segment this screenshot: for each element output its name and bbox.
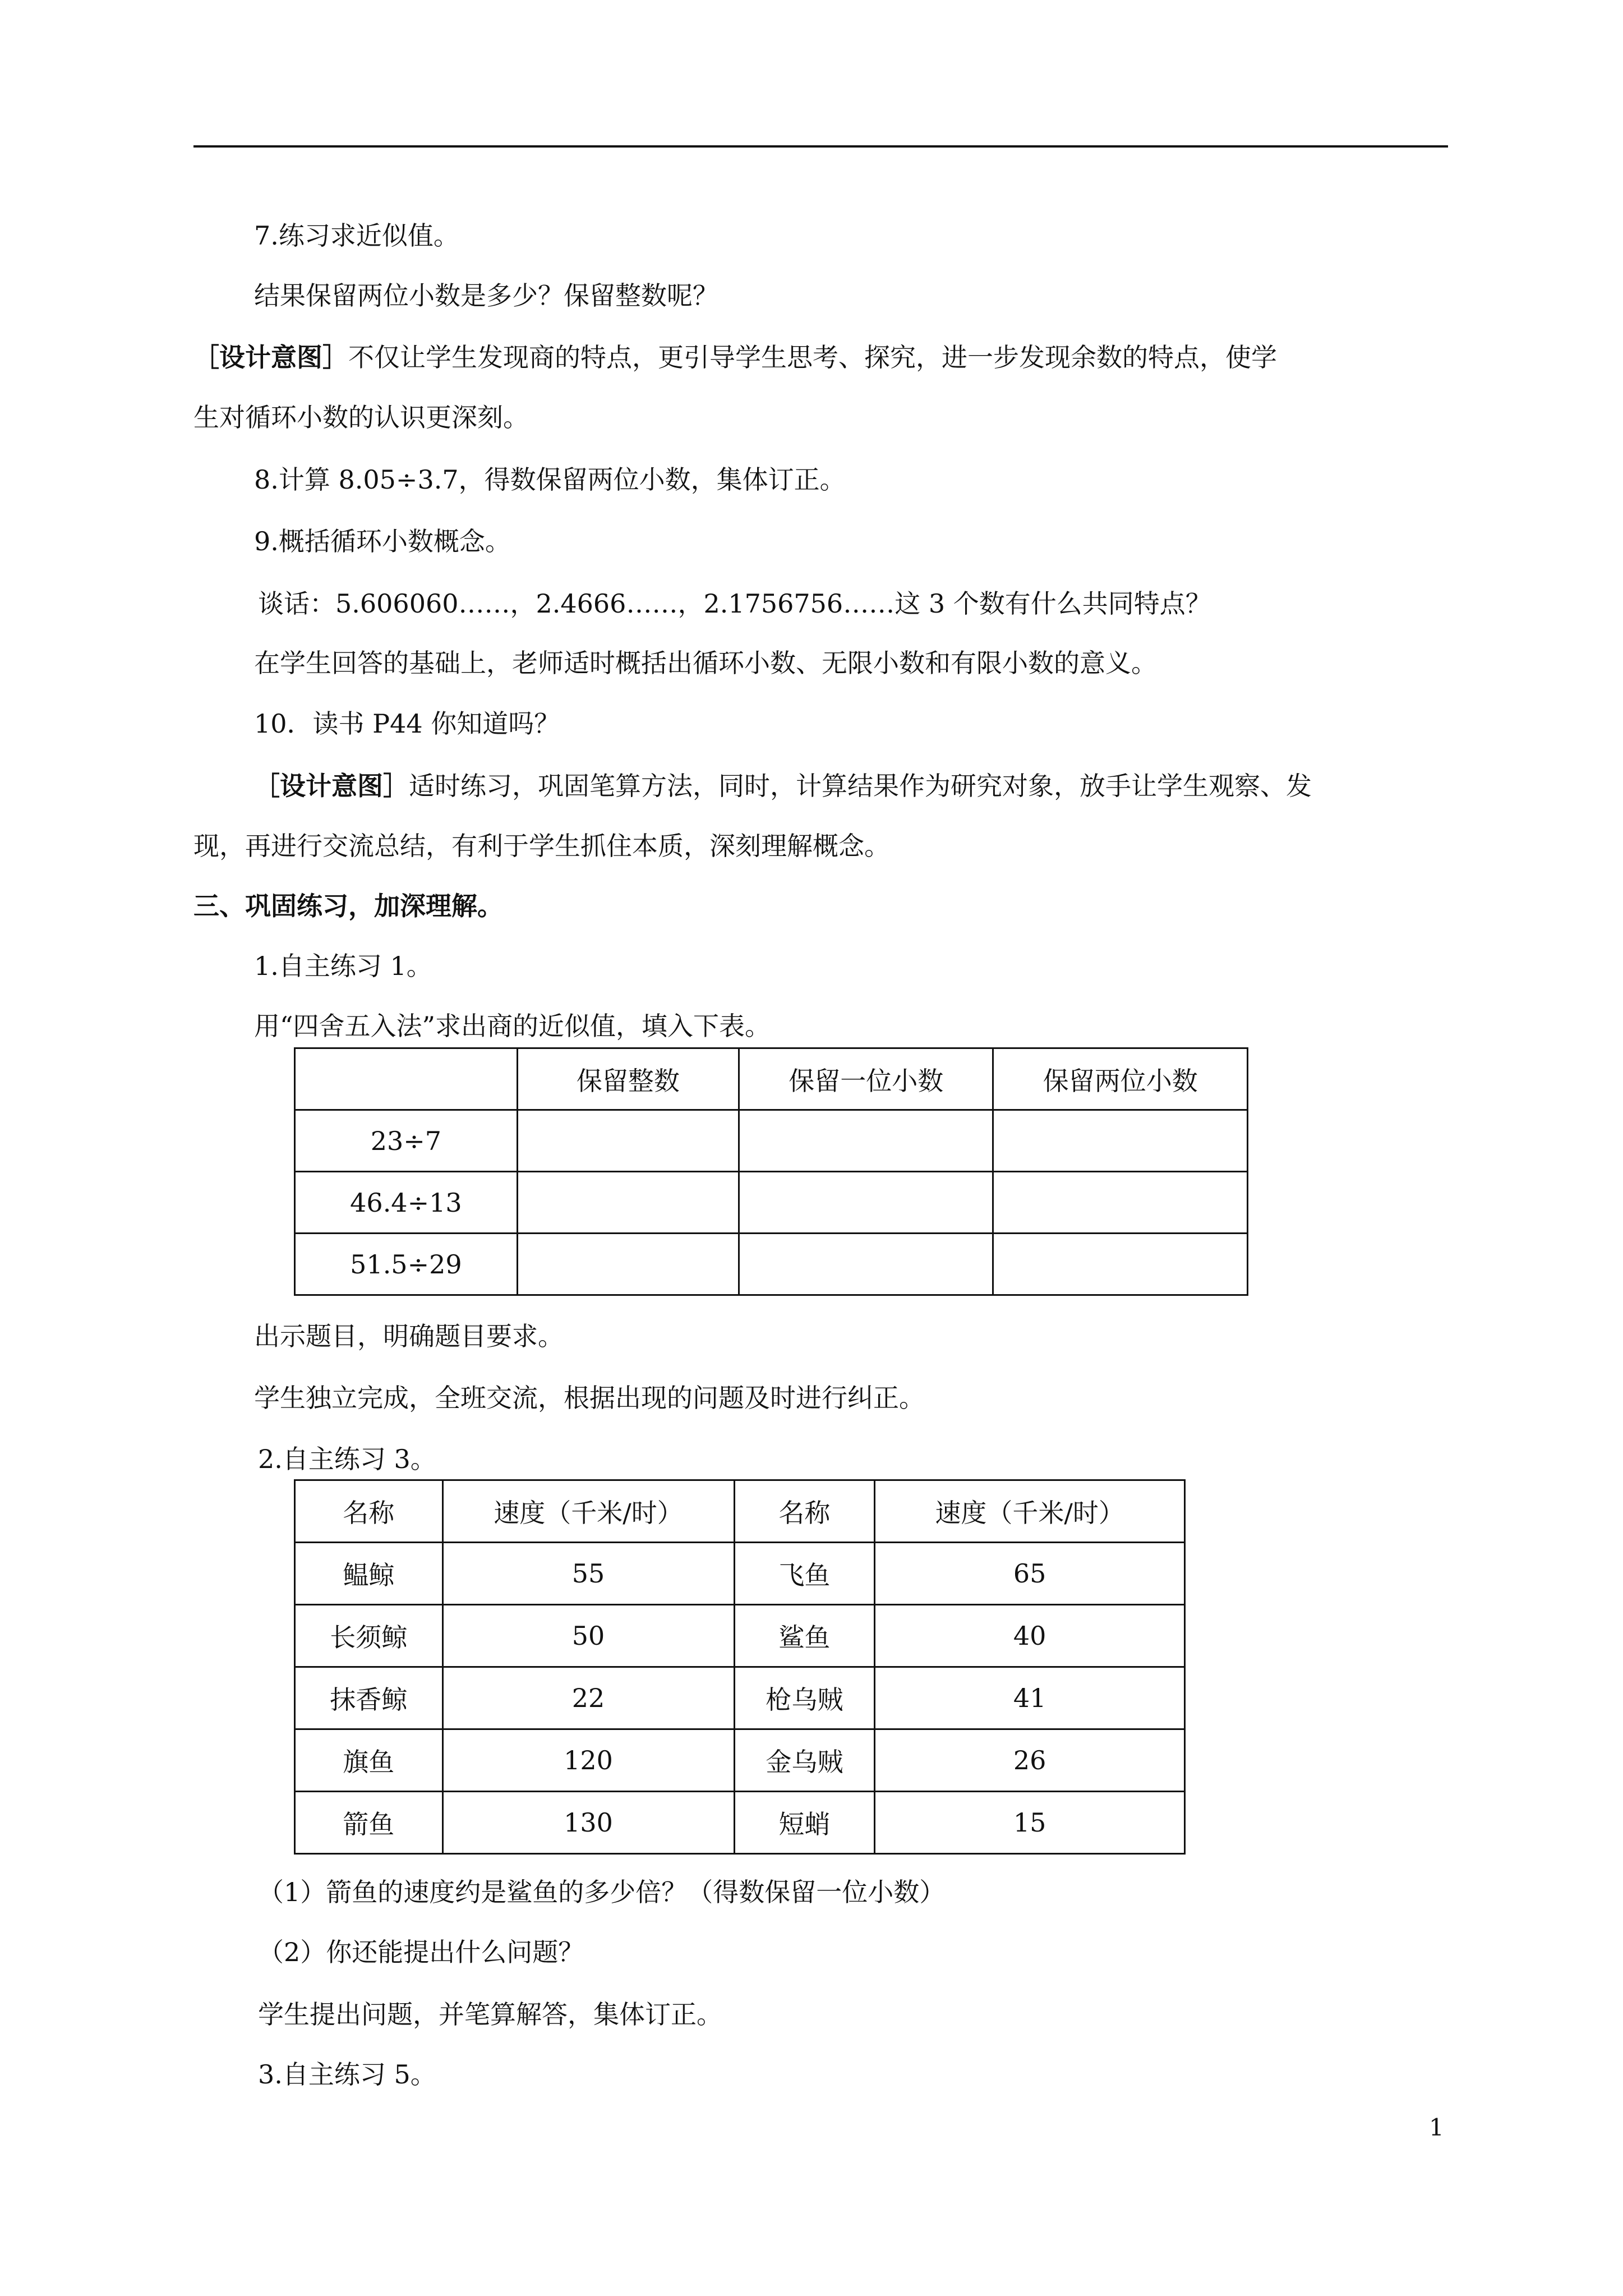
table-cell: 23÷7 [295, 1110, 518, 1172]
table-cell: 枪乌贼 [734, 1667, 875, 1729]
table-cell: 抹香鲸 [295, 1667, 443, 1729]
table-cell: 15 [875, 1792, 1185, 1854]
design-intent-label: ［设计意图］ [193, 342, 348, 372]
exercise-2: 2.自主练习 3。 [258, 1444, 436, 1474]
question-1: （1）箭鱼的速度约是鲨鱼的多少倍？（得数保留一位小数） [258, 1877, 946, 1907]
table-row [295, 1667, 1185, 1729]
table-cell [739, 1172, 993, 1234]
exercise-1: 1.自主练习 1。 [254, 951, 432, 981]
design-intent-text: 适时练习，巩固笔算方法，同时，计算结果作为研究对象，放手让学生观察、发 [409, 771, 1312, 801]
design-intent-1 [193, 341, 1277, 374]
item-8: 8.计算 8.05÷3.7，得数保留两位小数，集体订正。 [254, 464, 846, 495]
table-header-row [295, 1480, 1185, 1543]
design-intent-2 [254, 769, 1312, 803]
table-cell: 130 [442, 1792, 734, 1854]
table-header-cell: 速度（千米/时） [442, 1480, 734, 1543]
table-cell: 65 [875, 1543, 1185, 1605]
table-cell: 鲨鱼 [734, 1605, 875, 1667]
table-cell: 40 [875, 1605, 1185, 1667]
design-intent-text: 不仅让学生发现商的特点，更引导学生思考、探究，进一步发现余数的特点，使学 [348, 342, 1277, 372]
item-9-talk: 谈话：5.606060……，2.4666……，2.1756756……这 3 个数有什么共同特点？ [258, 588, 1211, 619]
table-header-cell: 名称 [295, 1480, 443, 1543]
exercise-1-discuss: 学生独立完成，全班交流，根据出现的问题及时进行纠正。 [254, 1383, 925, 1413]
table-row [295, 1729, 1185, 1792]
table-cell [517, 1172, 739, 1234]
header-rule [193, 145, 1448, 148]
table-row [295, 1110, 1248, 1172]
table-cell: 46.4÷13 [295, 1172, 518, 1234]
table-cell: 41 [875, 1667, 1185, 1729]
table-header-cell [295, 1048, 518, 1110]
table-header-cell: 名称 [734, 1480, 875, 1543]
table-row [295, 1234, 1248, 1295]
table-cell: 22 [442, 1667, 734, 1729]
table-cell [993, 1110, 1248, 1172]
approximation-table [294, 1047, 1248, 1296]
speed-table [294, 1479, 1186, 1855]
table-header-row [295, 1048, 1248, 1110]
table-cell: 长须鲸 [295, 1605, 443, 1667]
item-10: 10．读书 P44 你知道吗？ [254, 708, 560, 739]
table-row [295, 1792, 1185, 1854]
table-cell [739, 1110, 993, 1172]
design-intent-label: ［设计意图］ [254, 771, 409, 801]
design-intent-1-cont: 生对循环小数的认识更深刻。 [193, 402, 529, 432]
table-cell [993, 1234, 1248, 1295]
section-3-heading: 三、巩固练习，加深理解。 [193, 891, 503, 921]
question-2: （2）你还能提出什么问题？ [258, 1937, 584, 1967]
design-intent-2-cont: 现，再进行交流总结，有利于学生抓住本质，深刻理解概念。 [193, 831, 890, 861]
table-cell: 55 [442, 1543, 734, 1605]
item-7: 7.练习求近似值。 [254, 220, 459, 251]
table-cell [517, 1110, 739, 1172]
table-cell [993, 1172, 1248, 1234]
table-cell: 箭鱼 [295, 1792, 443, 1854]
table-cell: 50 [442, 1605, 734, 1667]
exercise-1-show: 出示题目，明确题目要求。 [254, 1321, 564, 1351]
table-row [295, 1172, 1248, 1234]
table-header-cell: 速度（千米/时） [875, 1480, 1185, 1543]
table-cell: 飞鱼 [734, 1543, 875, 1605]
item-7-question: 结果保留两位小数是多少？保留整数呢？ [254, 280, 718, 311]
table-cell: 旗鱼 [295, 1729, 443, 1792]
table-cell: 26 [875, 1729, 1185, 1792]
exercise-2-summary: 学生提出问题，并笔算解答，集体订正。 [258, 1999, 722, 2030]
table-cell [739, 1234, 993, 1295]
item-9-summary: 在学生回答的基础上，老师适时概括出循环小数、无限小数和有限小数的意义。 [254, 648, 1157, 678]
table-cell: 短蛸 [734, 1792, 875, 1854]
table-cell: 金乌贼 [734, 1729, 875, 1792]
page-number: 1 [1429, 2114, 1444, 2141]
exercise-1-instruction: 用“四舍五入法”求出商的近似值，填入下表。 [254, 1011, 771, 1041]
item-9: 9.概括循环小数概念。 [254, 526, 511, 556]
table-row [295, 1605, 1185, 1667]
table-row [295, 1543, 1185, 1605]
table-cell: 鳁鲸 [295, 1543, 443, 1605]
exercise-3: 3.自主练习 5。 [258, 2059, 436, 2090]
table-cell: 120 [442, 1729, 734, 1792]
table-header-cell: 保留两位小数 [993, 1048, 1248, 1110]
table-cell: 51.5÷29 [295, 1234, 518, 1295]
table-header-cell: 保留一位小数 [739, 1048, 993, 1110]
table-header-cell: 保留整数 [517, 1048, 739, 1110]
table-cell [517, 1234, 739, 1295]
